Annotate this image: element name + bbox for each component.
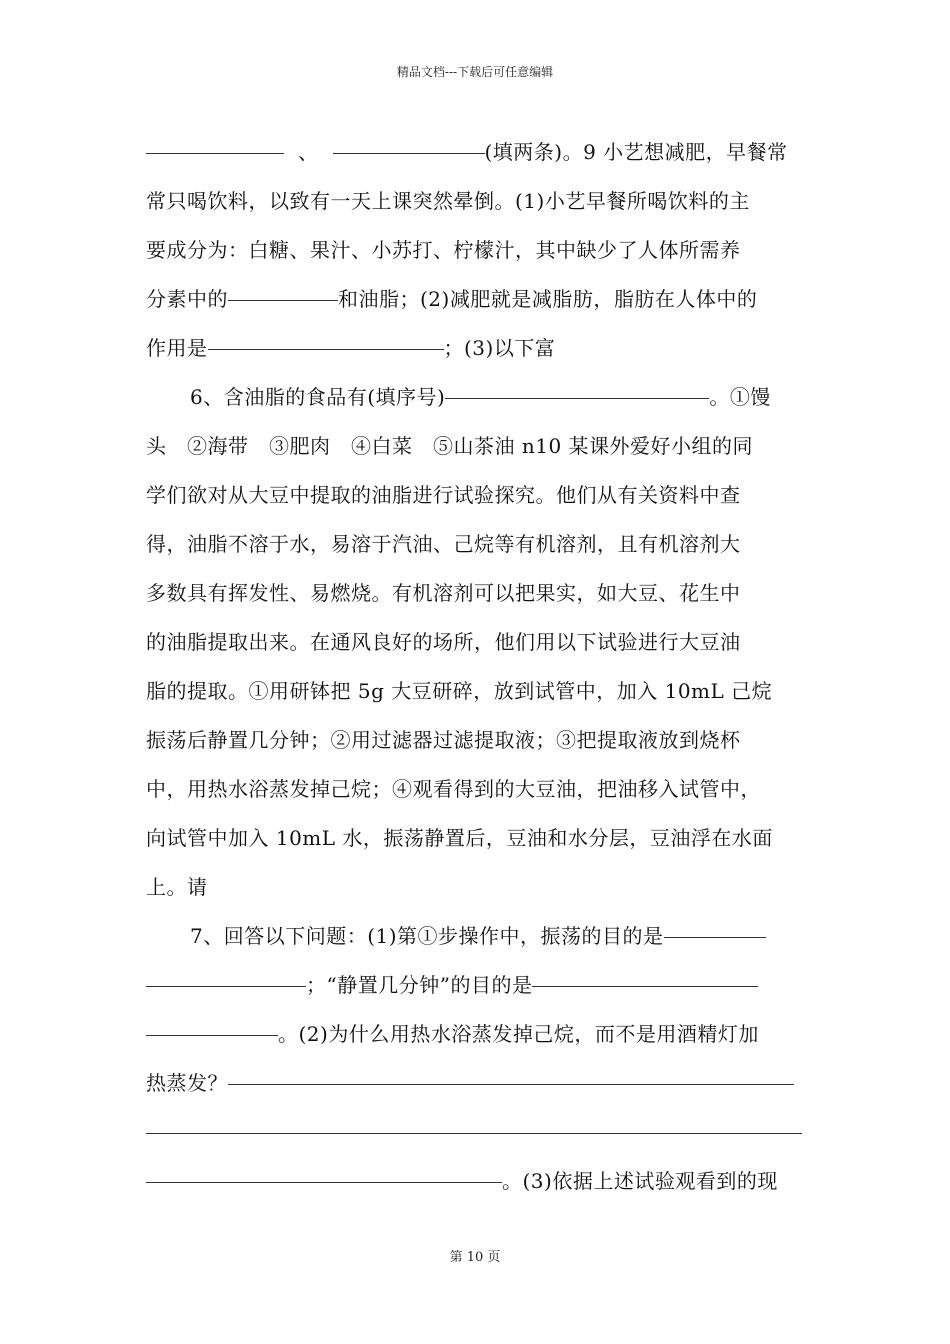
answer-blank [228, 1084, 794, 1085]
document-body [146, 128, 810, 1206]
text-line [146, 1108, 810, 1157]
text-line: 6、含油脂的食品有(填序号) 。①馒 [190, 385, 771, 409]
text-line: 得，油脂不溶于水，易溶于汽油、己烷等有机溶剂，且有机溶剂大 [146, 532, 741, 556]
text-line: 。(2)为什么用热水浴蒸发掉己烷，而不是用酒精灯加 [146, 1010, 810, 1059]
answer-blank [208, 349, 444, 350]
page-header: 精品文档---下载后可任意编辑 [396, 65, 554, 79]
text-line: 脂的提取。①用研钵把 5g 大豆研碎，放到试管中，加入 10mL 己烷 [146, 679, 773, 703]
text-line: ；“静置几分钟”的目的是 [146, 961, 810, 1010]
answer-blank [146, 1182, 502, 1183]
text-line: 、 (填两条)。9 小艺想减肥，早餐常 [146, 128, 810, 177]
text-line: 多数具有挥发性、易燃烧。有机溶剂可以把果实，如大豆、花生中 [146, 581, 741, 605]
answer-blank [146, 1035, 278, 1036]
text-line: 的油脂提取出来。在通风良好的场所，他们用以下试验进行大豆油 [146, 630, 741, 654]
answer-blank [664, 937, 766, 938]
text-line: 常只喝饮料，以致有一天上课突然晕倒。(1)小艺早餐所喝饮料的主 [146, 189, 750, 213]
text-line: 要成分为：白糖、果汁、小苏打、柠檬汁，其中缺少了人体所需养 [146, 238, 741, 262]
text-line: 。(3)依据上述试验观看到的现 [146, 1157, 810, 1206]
answer-blank [146, 986, 306, 987]
text-line: 作用是 ；(3)以下富 [146, 336, 556, 360]
text-line: 头 ②海带 ③肥肉 ④白菜 ⑤山茶油 n10 某课外爱好小组的同 [146, 434, 754, 458]
page-number: 第 10 页 [449, 1250, 501, 1265]
answer-blank [146, 153, 284, 154]
text-line: 上。请 [146, 875, 208, 899]
text-line: 振荡后静置几分钟；②用过滤器过滤提取液；③把提取液放到烧杯 [146, 728, 741, 752]
text-line: 向试管中加入 10mL 水，振荡静置后，豆油和水分层，豆油浮在水面 [146, 826, 773, 850]
text-line: 学们欲对从大豆中提取的油脂进行试验探究。他们从有关资料中查 [146, 483, 741, 507]
text-line: 中，用热水浴蒸发掉己烷；④观看得到的大豆油，把油移入试管中， [146, 777, 761, 801]
answer-blank [445, 398, 709, 399]
answer-blank [228, 300, 338, 301]
answer-blank [146, 1133, 802, 1134]
text-line: 热蒸发？ [146, 1059, 810, 1108]
text-line: 7、回答以下问题：(1)第①步操作中，振荡的目的是 [146, 912, 810, 961]
text-line: 分素中的 和油脂；(2)减肥就是减脂肪，脂肪在人体中的 [146, 287, 758, 311]
answer-blank [532, 986, 758, 987]
answer-blank [333, 153, 485, 154]
